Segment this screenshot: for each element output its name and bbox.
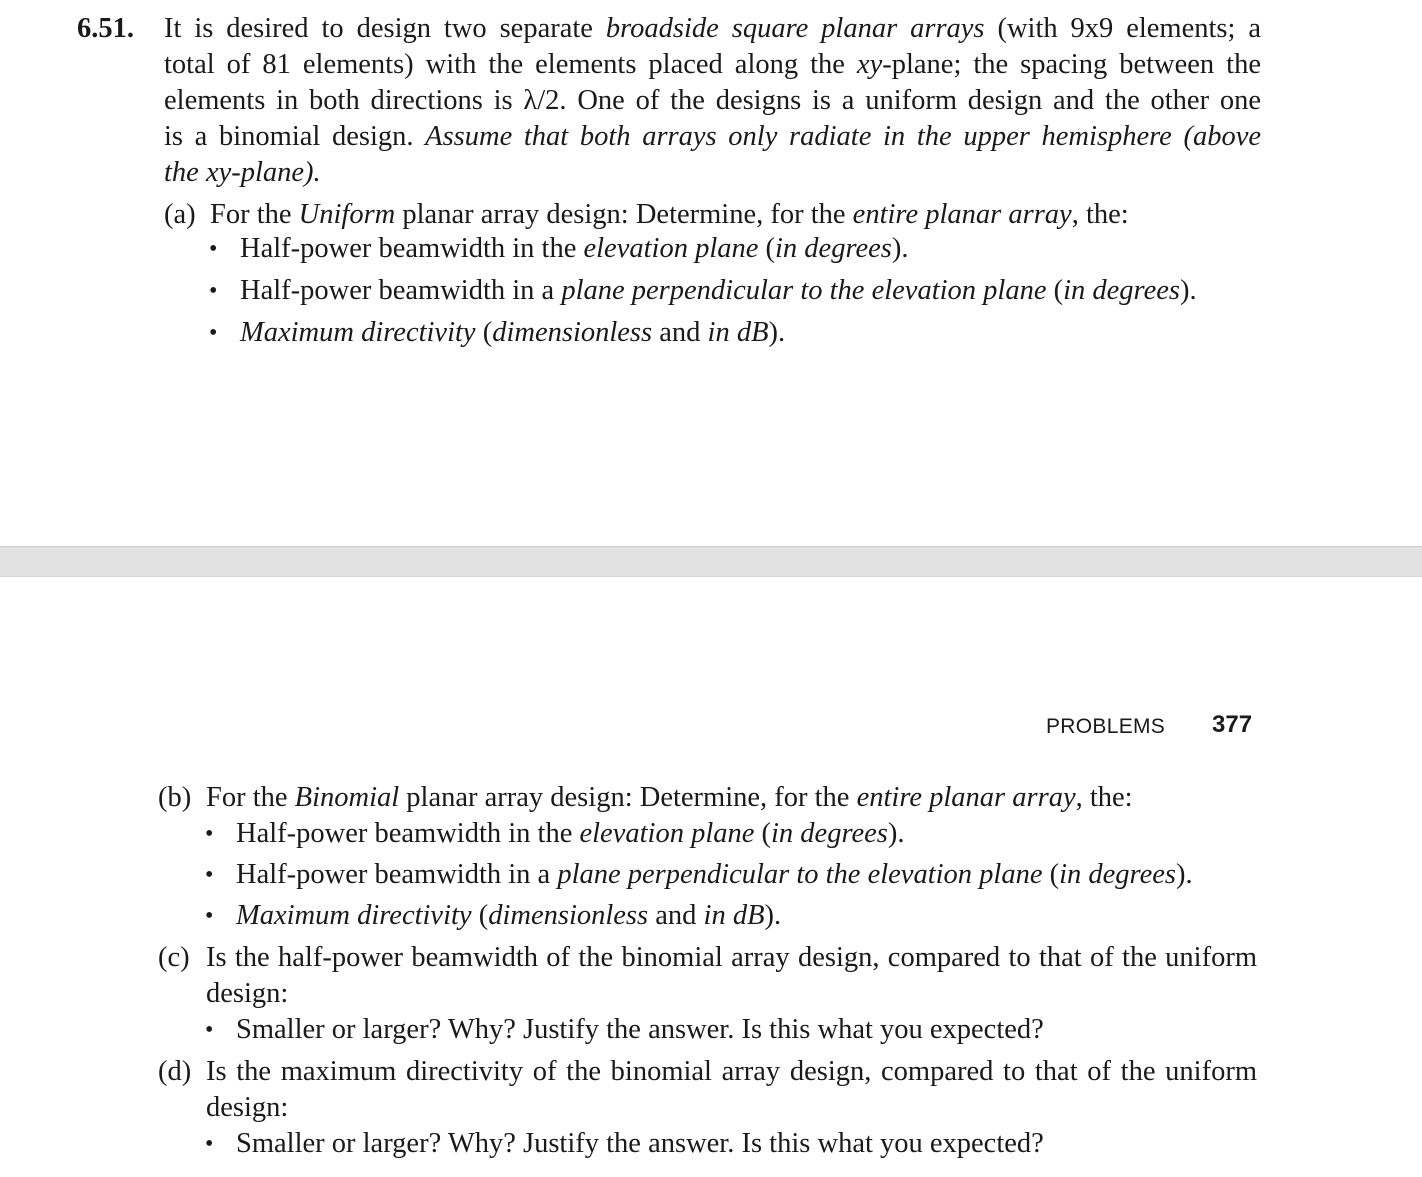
part-a-bullet-3: Maximum directivity (dimensionless and in dB). [240,317,786,348]
part-c-label: (c) [158,942,190,973]
problem-stem-line-3: elements in both directions is λ/2. One of the designs is a uniform design and the other one [164,85,1261,116]
bullet-icon: • [209,320,218,346]
part-d-label: (d) [158,1056,192,1087]
part-d-line-2: design: [206,1092,289,1123]
part-b-bullet-1: Half-power beamwidth in the elevation plane (in degrees). [236,818,905,849]
problem-stem-line-2: total of 81 elements) with the elements placed along the xy-plane; the spacing between the [164,49,1261,80]
part-a-bullet-1: Half-power beamwidth in the elevation plane (in degrees). [240,233,909,264]
problem-stem-line-5: the xy-plane). [164,157,321,188]
bullet-icon: • [209,278,218,304]
bullet-icon: • [209,236,218,262]
problem-number: 6.51. [77,13,134,44]
part-a-bullet-2: Half-power beamwidth in a plane perpendicular to the elevation plane (in degrees). [240,275,1197,306]
part-b-intro: For the Binomial planar array design: Determine, for the entire planar array, the: [206,782,1133,813]
bullet-icon: • [205,862,214,888]
page-separator [0,546,1422,577]
part-b-bullet-2: Half-power beamwidth in a plane perpendicular to the elevation plane (in degrees). [236,859,1193,890]
part-c-bullet: Smaller or larger? Why? Justify the answer. Is this what you expected? [236,1014,1044,1045]
page-top [0,0,1422,546]
bullet-icon: • [205,821,214,847]
page-bottom [0,577,1422,1177]
problem-stem-line-4: is a binomial design. Assume that both arrays only radiate in the upper hemisphere (above [164,121,1261,152]
part-a-intro: For the Uniform planar array design: Determine, for the entire planar array, the: [210,199,1129,230]
part-c-line-2: design: [206,978,289,1009]
running-header-section: PROBLEMS [1046,715,1166,738]
bullet-icon: • [205,903,214,929]
part-d-line-1: Is the maximum directivity of the binomial array design, compared to that of the uniform [206,1056,1257,1087]
problem-stem-line-1: It is desired to design two separate broadside square planar arrays (with 9x9 elements; a [164,13,1261,44]
part-c-line-1: Is the half-power beamwidth of the binomial array design, compared to that of the uniform [206,942,1257,973]
part-b-bullet-3: Maximum directivity (dimensionless and in dB). [236,900,782,931]
page-number: 377 [1212,711,1253,738]
part-d-bullet: Smaller or larger? Why? Justify the answer. Is this what you expected? [236,1128,1044,1159]
part-b-label: (b) [158,782,192,813]
bullet-icon: • [205,1017,214,1043]
part-a-label: (a) [164,199,196,230]
bullet-icon: • [205,1131,214,1157]
